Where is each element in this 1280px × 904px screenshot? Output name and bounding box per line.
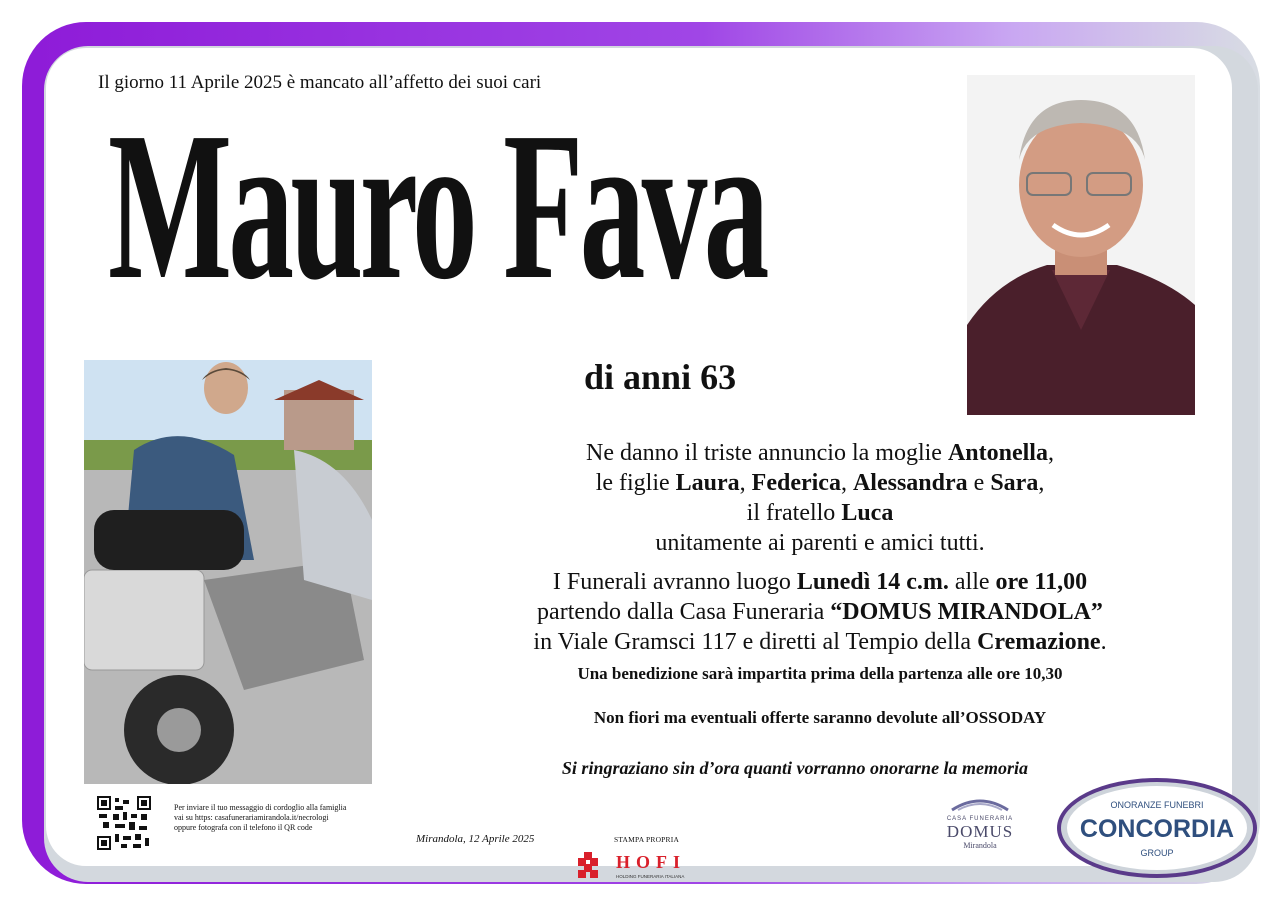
hofi-name: HOFI [616,852,687,872]
domus-city: Mirandola [963,841,997,850]
funeral-line-2: partendo dalla Casa Funeraria “DOMUS MIRANDOLA” [537,599,1103,625]
funeral-time: ore 11,00 [995,569,1088,595]
family-line-2: le figlie Laura, Federica, Alessandra e Sara, [595,470,1045,496]
daughter-name: Sara [990,470,1039,496]
deceased-name: Mauro Fava [108,88,766,323]
family-announcement [380,438,1260,558]
family-line-3: il fratello Luca [746,500,894,526]
portrait-photo [967,75,1195,415]
hofi-tagline: HOLDING FUNERARIA ITALIANA [616,874,685,879]
wife-name: Antonella [947,440,1048,466]
hofi-logo [578,850,708,880]
print-credit: STAMPA PROPRIA [614,835,680,844]
concordia-name: CONCORDIA [1079,815,1235,843]
concordia-top: ONORANZE FUNEBRI [1110,800,1204,810]
funeral-details [380,567,1260,657]
daughter-name: Alessandra [852,470,968,496]
qr-instructions [174,803,414,833]
domus-name: DOMUS [946,822,1014,841]
flowers-note: Non fiori ma eventuali offerte saranno devolute all’OSSODAY [593,708,1047,727]
motorcycle-photo [84,360,372,784]
place-date: Mirandola, 12 Aprile 2025 [416,833,535,845]
funeral-home: “DOMUS MIRANDOLA” [830,599,1103,625]
family-line-4: unitamente ai parenti e amici tutti. [655,530,985,556]
qr-note-line: oppure fotografa con il telefono il QR code [174,823,313,832]
qr-code-icon[interactable] [97,796,151,850]
age-text: di anni 63 [584,357,737,397]
concordia-logo [1055,776,1260,880]
blessing-note: Una benedizione sarà impartita prima della partenza alle ore 10,30 [577,664,1063,683]
funeral-day: Lunedì 14 c.m. [796,569,949,595]
domus-top: CASA FUNERARIA [946,816,1014,822]
funeral-line-1: I Funerali avranno luogo Lunedì 14 c.m. alle ore 11,00 [552,569,1088,595]
daughter-name: Federica [751,470,841,496]
qr-note-line: vai su https: casafunerariamirandola.it/necrologi [174,813,329,822]
thanks-note: Si ringraziano sin d’ora quanti vorranno onorarne la memoria [561,758,1029,778]
qr-note-line: Per inviare il tuo messaggio di cordoglio alla famiglia [174,803,347,812]
daughter-name: Laura [675,470,740,496]
death-announcement: Il giorno 11 Aprile 2025 è mancato all’affetto dei suoi cari [98,72,542,93]
domus-logo [930,796,1030,856]
concordia-group: GROUP [1140,848,1174,858]
family-line-1: Ne danno il triste annuncio la moglie Antonella, [586,440,1054,466]
funeral-line-3: in Viale Gramsci 117 e diretti al Tempio della Cremazione. [533,629,1107,655]
brother-name: Luca [841,500,894,526]
cremation-word: Cremazione [977,629,1101,655]
